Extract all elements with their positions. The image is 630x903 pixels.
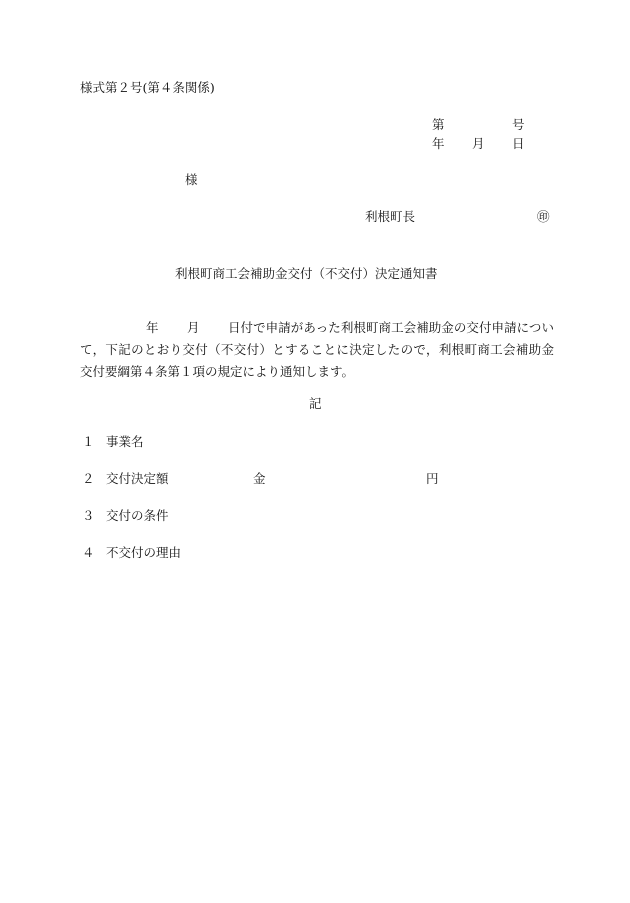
number-prefix: 第 xyxy=(432,117,445,132)
item-3-number: ３ xyxy=(82,508,95,523)
document-title: 利根町商工会補助金交付（不交付）決定通知書 xyxy=(175,266,438,281)
item-3-label: 交付の条件 xyxy=(106,508,169,523)
amount-suffix: 円 xyxy=(426,471,439,486)
form-label: 様式第２号(第４条関係) xyxy=(80,80,215,95)
item-4-number: ４ xyxy=(82,545,95,560)
item-2-number: ２ xyxy=(82,471,95,486)
record-heading: 記 xyxy=(309,396,322,411)
body-date-month: 月 xyxy=(187,320,200,335)
amount-prefix: 金 xyxy=(253,471,266,486)
body-date-year: 年 xyxy=(146,320,159,335)
addressee-suffix: 様 xyxy=(185,172,198,187)
seal-mark-icon: ㊞ xyxy=(537,209,550,224)
date-month: 月 xyxy=(472,136,485,151)
date-year: 年 xyxy=(432,136,445,151)
date-day: 日 xyxy=(512,136,525,151)
item-4-label: 不交付の理由 xyxy=(106,545,182,560)
item-1-number: １ xyxy=(82,434,95,449)
number-suffix: 号 xyxy=(512,117,525,132)
item-1-label: 事業名 xyxy=(106,434,144,449)
body-paragraph: 日付で申請があった利根町商工会補助金の交付申請について，下記のとおり交付（不交付）とすることに決定したので，利根町商工会補助金交付要綱第４条第１項の規定により通知します。 xyxy=(80,320,554,379)
item-2-label: 交付決定額 xyxy=(106,471,169,486)
issuer-title: 利根町長 xyxy=(365,209,416,224)
